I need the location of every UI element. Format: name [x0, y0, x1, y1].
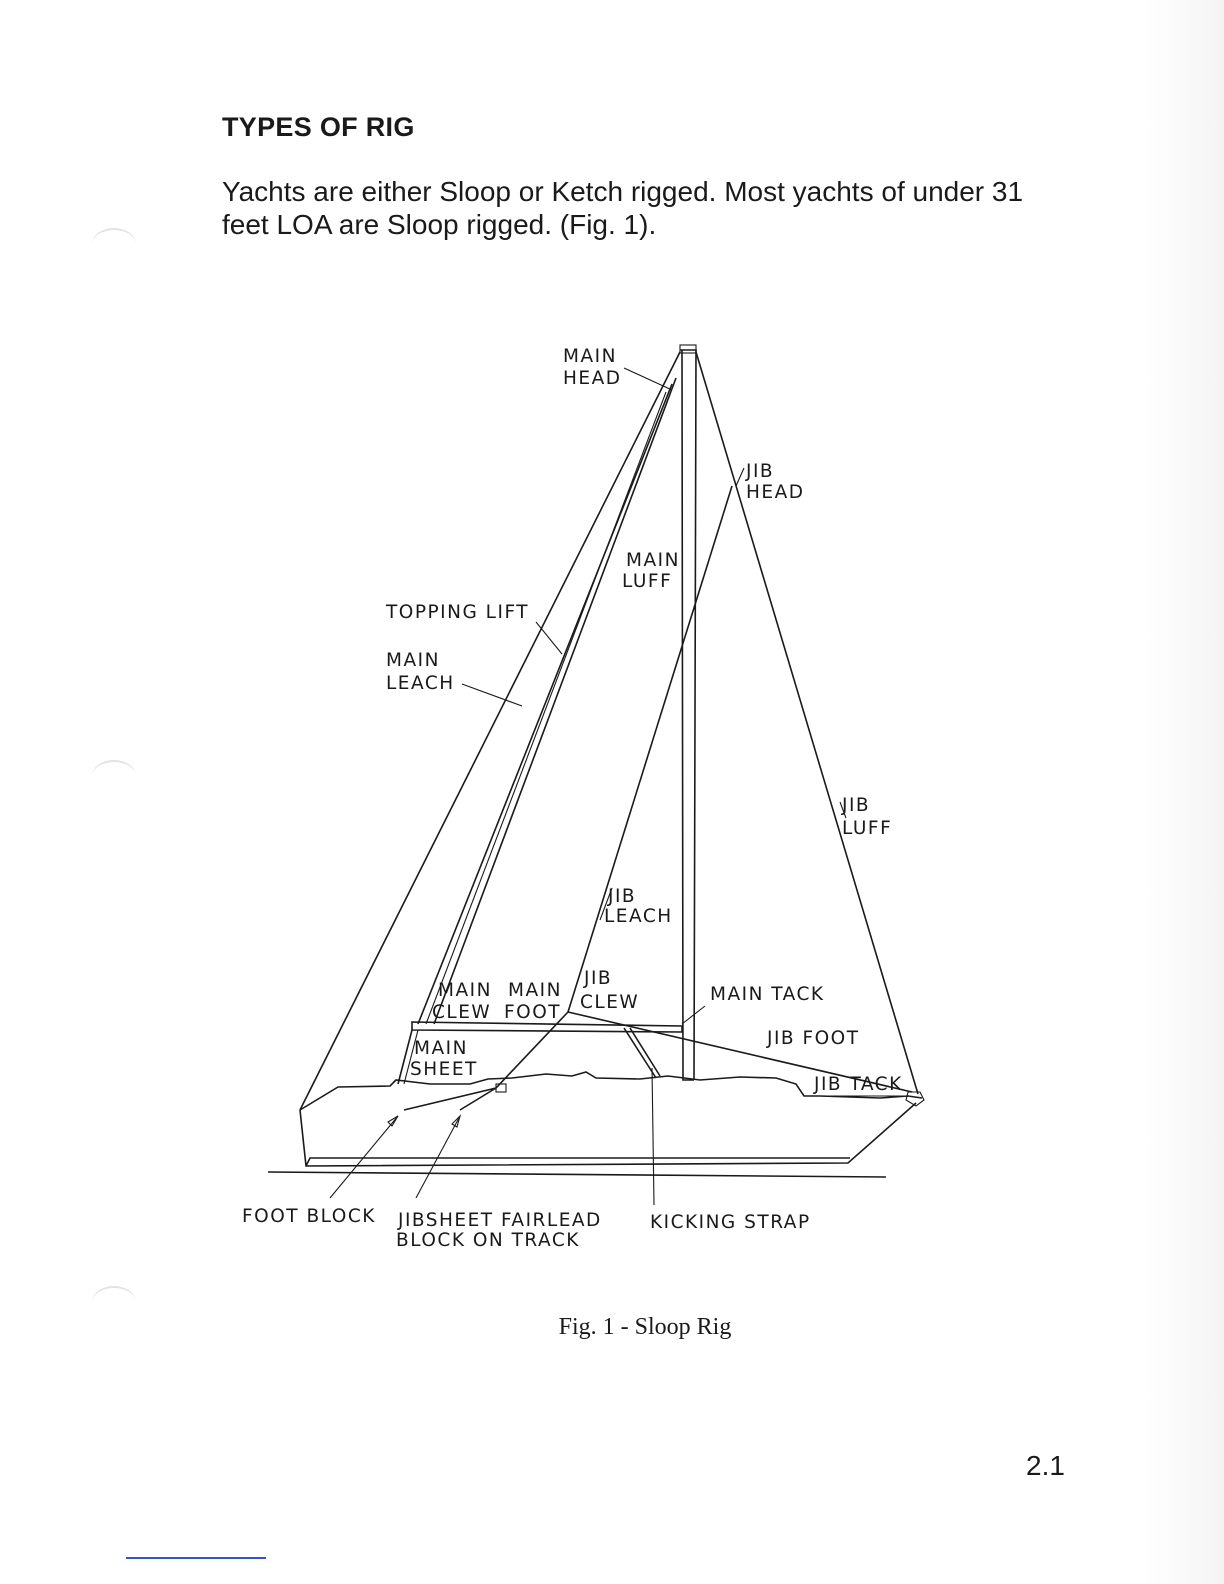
label-main-foot-1: MAIN — [508, 980, 562, 1001]
label-jib-clew-1: JIB — [584, 968, 613, 989]
kicking-strap-pointer — [652, 1068, 654, 1205]
main-leach-inner-line — [426, 392, 666, 1024]
label-fairlead-2: BLOCK ON TRACK — [396, 1230, 580, 1251]
label-jib-tack: JIB TACK — [814, 1074, 903, 1095]
figure-caption: Fig. 1 - Sloop Rig — [558, 1314, 732, 1340]
label-main-sheet-2: SHEET — [410, 1059, 478, 1080]
label-jib-leach-2: LEACH — [604, 906, 673, 927]
label-jib-foot: JIB FOOT — [767, 1028, 860, 1049]
page-title: TYPES OF RIG — [222, 112, 415, 142]
waterline — [268, 1172, 886, 1177]
fairlead-pointer — [416, 1116, 460, 1198]
topping-lift-pointer — [536, 622, 562, 654]
main-leach-line — [418, 384, 672, 1024]
label-jib-leach-1: JIB — [608, 886, 637, 907]
label-main-leach-1: MAIN — [386, 650, 440, 671]
label-topping-lift: TOPPING LIFT — [386, 602, 530, 623]
label-main-clew-2: CLEW — [432, 1002, 492, 1023]
label-main-clew-1: MAIN — [438, 980, 492, 1001]
mast — [680, 350, 696, 1080]
main-leach-pointer — [462, 684, 522, 706]
label-main-foot-2: FOOT — [504, 1002, 562, 1023]
label-jib-luff-2: LUFF — [842, 818, 893, 839]
label-main-sheet-1: MAIN — [414, 1038, 468, 1059]
forestay-jib-luff — [696, 352, 918, 1094]
hull — [300, 1103, 916, 1166]
label-jib-head-1: JIB — [746, 461, 775, 482]
label-main-tack: MAIN TACK — [710, 984, 825, 1005]
intro-paragraph: Yachts are either Sloop or Ketch rigged. Most yachts of under 31 feet LOA are Sloop rigged. (Fig. 1). — [222, 176, 1024, 240]
label-jib-luff-1: JIB — [842, 795, 871, 816]
label-fairlead-1: JIBSHEET FAIRLEAD — [398, 1210, 602, 1231]
label-main-head-2: HEAD — [563, 368, 622, 389]
boom — [412, 1022, 682, 1032]
fairlead-block — [496, 1084, 506, 1092]
jib-head-pointer — [736, 468, 744, 486]
link-underline — [126, 1557, 266, 1559]
label-kicking-strap: KICKING STRAP — [650, 1212, 811, 1233]
foot-block-pointer — [330, 1116, 398, 1198]
main-head-pointer — [624, 368, 672, 390]
topping-lift-line — [434, 378, 676, 1024]
page-number: 2.1 — [1026, 1450, 1065, 1481]
label-jib-clew-2: CLEW — [580, 992, 640, 1013]
label-jib-head-2: HEAD — [746, 482, 805, 503]
kicking-strap-line — [624, 1028, 660, 1078]
arrowhead — [452, 1116, 460, 1127]
label-foot-block: FOOT BLOCK — [242, 1206, 376, 1227]
label-main-leach-2: LEACH — [386, 673, 455, 694]
label-main-head-1: MAIN — [563, 346, 617, 367]
arrowhead — [388, 1116, 398, 1126]
label-main-luff-2: LUFF — [622, 571, 673, 592]
label-main-luff-1: MAIN — [626, 550, 680, 571]
